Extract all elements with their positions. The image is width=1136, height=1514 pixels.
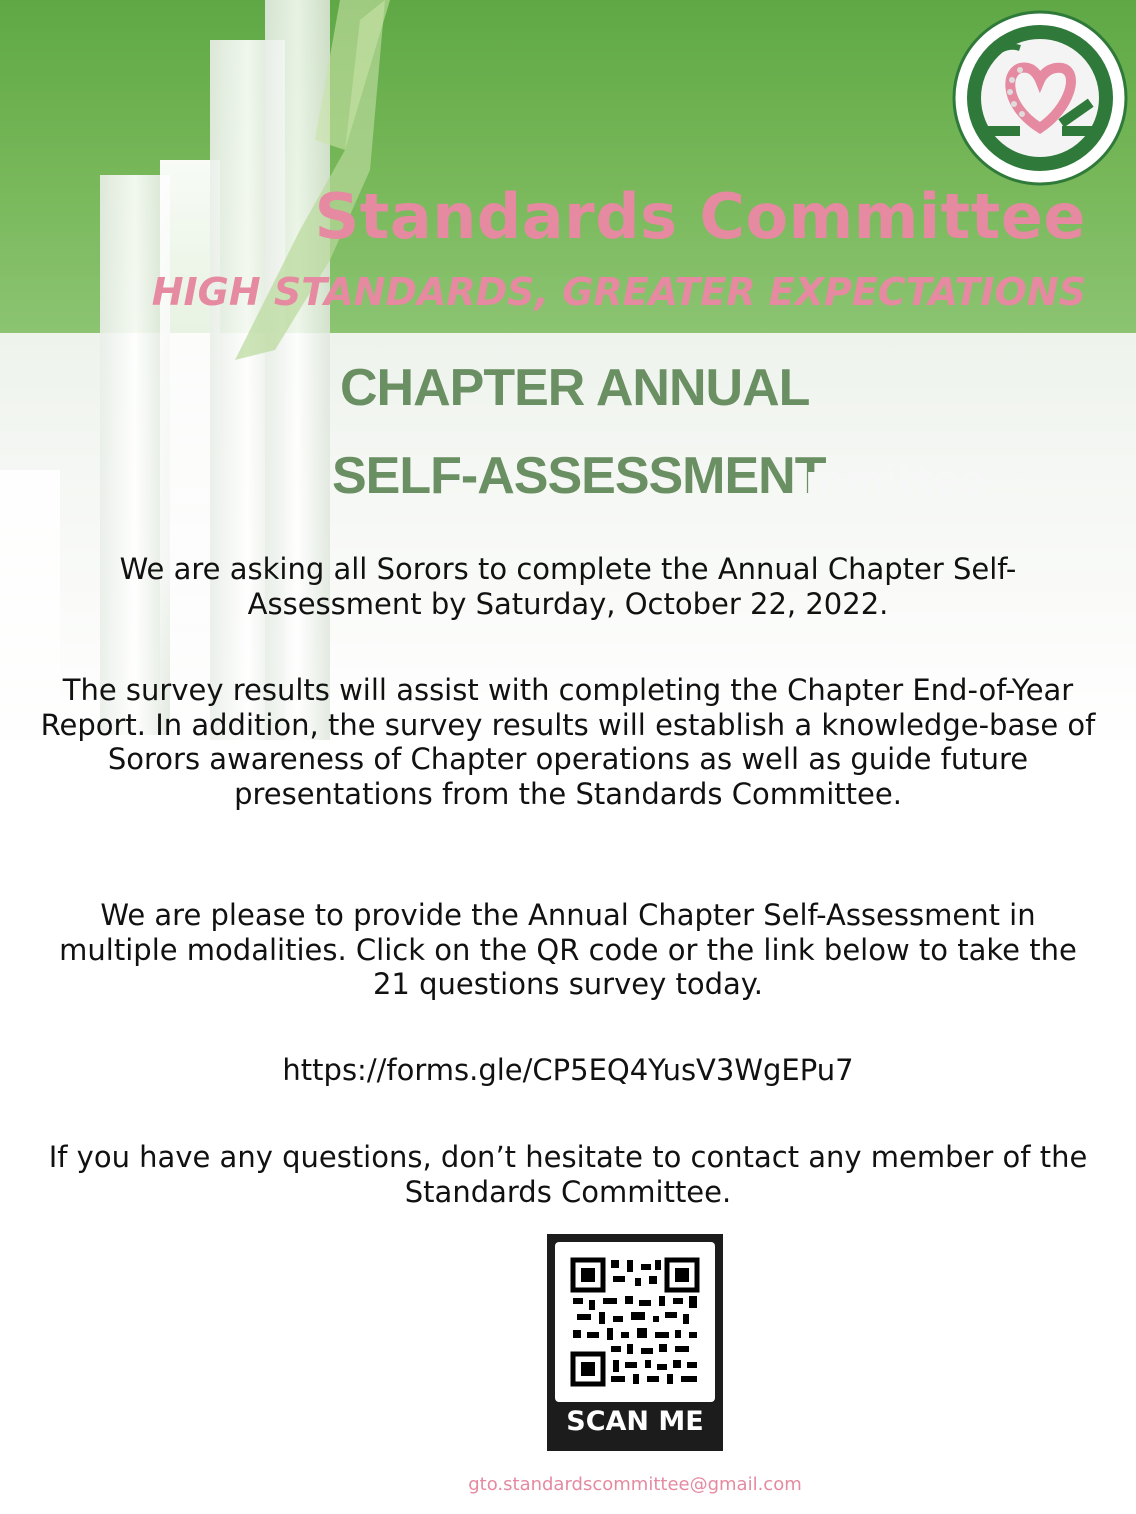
modalities-paragraph: We are please to provide the Annual Chapter Self-Assessment in multiple modalities. Click on the QR code or the link below to take the 21 questions survey today. <box>59 898 1077 1001</box>
tagline: HIGH STANDARDS, GREATER EXPECTATIONS <box>151 270 1086 314</box>
qr-code[interactable] <box>547 1234 723 1451</box>
purpose-paragraph: The survey results will assist with completing the Chapter End-of-Year Report. In addition, the survey results will establish a knowledge-base of Sorors awareness of Chapter operations as well as guide future presentations from the Standards Committee. <box>40 673 1096 811</box>
survey-link[interactable]: https://forms.gle/CP5EQ4YusV3WgEPu7 <box>282 1053 854 1087</box>
ghost-watermark-text: mmittee <box>805 458 986 502</box>
committee-title: Standards Committee <box>314 180 1086 253</box>
scan-me-label: SCAN ME <box>566 1406 704 1437</box>
contact-paragraph: If you have any questions, don’t hesitate to contact any member of the Standards Committee. <box>48 1140 1088 1209</box>
chapter-seal-logo <box>950 8 1130 188</box>
contact-email[interactable]: gto.standardscommittee@gmail.com <box>468 1474 802 1495</box>
qr-code-pattern <box>555 1242 715 1402</box>
heading-line-2: SELF-ASSESSMENT <box>332 447 826 505</box>
intro-paragraph: We are asking all Sorors to complete the Annual Chapter Self-Assessment by Saturday, October 22, 2022. <box>119 552 1017 621</box>
heading-line-1: CHAPTER ANNUAL <box>340 359 810 417</box>
